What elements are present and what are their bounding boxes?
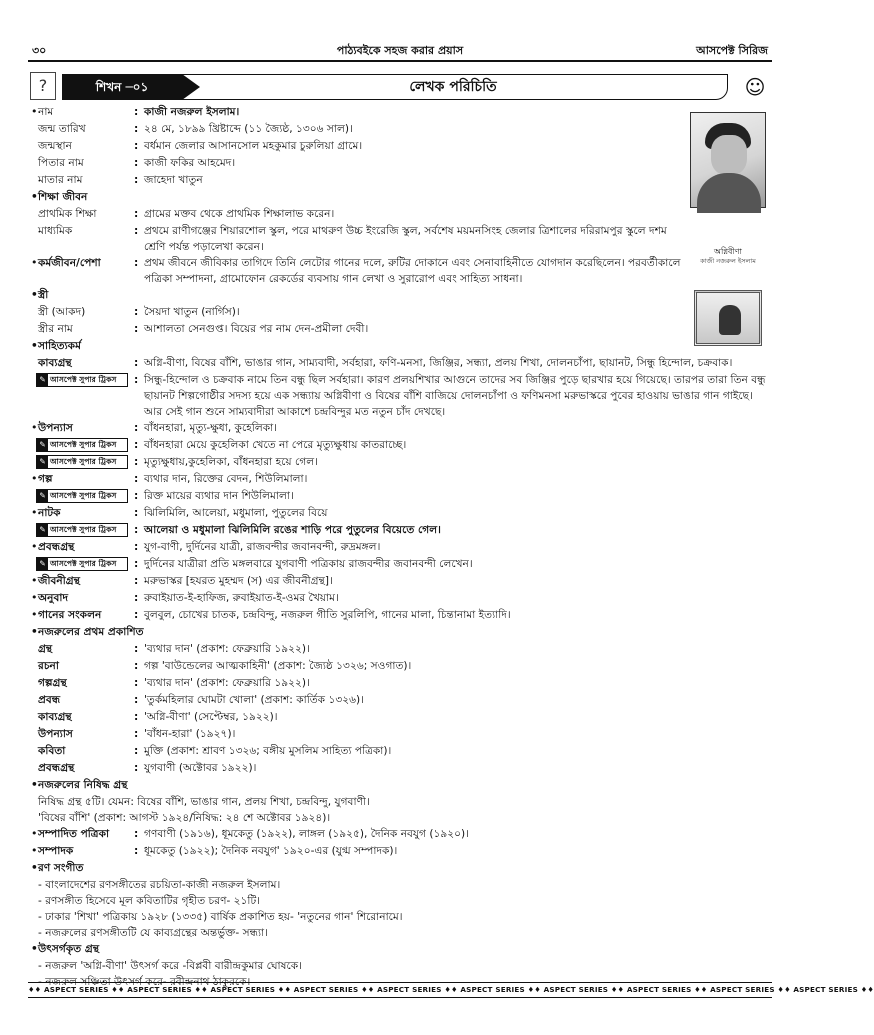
pub-row: কবিতা : মুক্তি (প্রকাশ: শ্রাবণ ১৩২৬; বঙ্গীয় মুসলিম সাহিত্য পত্রিকা)। xyxy=(28,743,772,760)
bio-value: জাহেদা খাতুন xyxy=(144,174,203,186)
pub-value: 'অগ্নি-বীণা' (সেপ্টেম্বর, ১৯২২)। xyxy=(144,711,278,723)
translation-value: রুবাইয়াত-ই-হাফিজ, রুবাইয়াত-ই-ওমর খৈয়াম। xyxy=(144,592,339,604)
journal-value: গণবাণী (১৯১৬), ধূমকেতু (১৯২২), লাঙ্গল (১৯২৫), দৈনিক নবযুগ (১৯২০)। xyxy=(144,828,469,840)
bio-label: নাম xyxy=(38,106,54,118)
novel-value: বাঁধনহারা, মৃত্যু-ক্ষুধা, কুহেলিকা। xyxy=(144,422,277,434)
bio-row: জন্ম তারিখ : ২৪ মে, ১৮৯৯ খ্রিষ্টাব্দে (১১ জ্যৈষ্ঠ, ১৩০৬ সাল)। xyxy=(28,121,772,138)
drama-trick: আলেয়া ও মধুমালা ঝিলিমিলি রঙের শাড়ি পরে পুতুলের বিয়েতে গেল। xyxy=(144,524,441,536)
story-value: ব্যথার দান, রিক্তের বেদন, শিউলিমালা। xyxy=(144,473,308,485)
section-banner xyxy=(28,72,772,104)
wife-label: স্ত্রীর নাম xyxy=(38,323,73,335)
career-row: • কর্মজীবন/পেশা : প্রথম জীবনে জীবিকার তাগিদে তিনি লেটোর গানের দলে, রুটির দোকানে এবং সেনাবাহিনীতে যোগদান করেছিলেন। পরবর্তীকালে পত্রিকা সম্পাদনা, গ্রামোফোন রেকর্ডের ব্যবসায় গান লেখা ও সুরারোপ এবং সাহিত্য সাধনা। xyxy=(31,256,681,285)
pub-label: প্রবন্ধগ্রন্থ xyxy=(38,762,75,774)
essay-label: প্রবন্ধগ্রন্থ xyxy=(38,541,75,553)
trick-row: ✎ আসপেক্ট সুপার ট্রিকস : রিক্ত মায়ের ব্যথার দান শিউলিমালা। xyxy=(28,488,772,505)
dedicated-title: উৎসর্গকৃত গ্রন্থ xyxy=(38,943,100,955)
pub-row: উপন্যাস : 'বাঁধন-হারা' (১৯২৭)। xyxy=(28,726,772,743)
trick-row: ✎ আসপেক্ট সুপার ট্রিকস : সিন্ধু-হিন্দোল ও চক্রবাক নামে তিন বন্ধু ছিল সর্বহারা। কারণ প্রলয়শিখার আগুনে তাদের সব জিঞ্জির পুড়ে ছারখার হয়ে গিয়েছে। তারপর তারা তিন বন্ধু ছায়ানট শিল্পগোষ্ঠীর সদস্য হয়ে এক সন্ধ্যায় অগ্নিবীণা ও বিষের বাঁশি বাজিয়ে দোলনচাঁপা ও ফণিমনসা মরুভাস্করে পুবের হাওয়ায় ভাঙার গান গাইছে। আর সেই গান শুনে সাম্যবাদীরা আকাশে চন্দ্রবিন্দুর মত নতুন চাঁদ দেখছে। xyxy=(28,372,772,420)
novel-trick: মৃত্যুক্ষুধায়,কুহেলিকা, বাঁধনহারা হয়ে গেল। xyxy=(144,456,318,468)
wife-value: সৈয়দা খাতুন (নার্গিস)। xyxy=(144,306,240,318)
bio-row: জন্মস্থান : বর্ধমান জেলার আসানসোল মহকুমার চুরুলিয়া গ্রামে। xyxy=(28,138,772,155)
literature-title: সাহিত্যকর্ম xyxy=(38,340,81,352)
section-heading: • সাহিত্যকর্ম xyxy=(31,340,81,352)
edu-label: মাধ্যমিক xyxy=(38,225,73,237)
edu-value: গ্রামের মক্তব থেকে প্রাথমিক শিক্ষালাভ করেন। xyxy=(144,208,335,220)
songs-value: বুলবুল, চোখের চাতক, চন্দ্রবিন্দু, নজরুল গীতি সুরলিপি, গানের মালা, চিন্তানামা ইত্যাদি। xyxy=(144,609,511,621)
bio-row: মাতার নাম : জাহেদা খাতুন xyxy=(28,172,772,189)
pub-row: কাব্যগ্রন্থ : 'অগ্নি-বীণা' (সেপ্টেম্বর, ১৯২২)। xyxy=(28,709,772,726)
banned-line: নিষিদ্ধ গ্রন্থ ৫টি। যেমন: বিষের বাঁশি, ভাঙার গান, প্রলয় শিখা, চন্দ্রবিন্দু, যুগবাণী। xyxy=(38,796,370,808)
songs-label: গানের সংকলন xyxy=(38,609,102,621)
header-rule xyxy=(28,60,772,62)
lit-row: কাব্যগ্রন্থ : অগ্নি-বীণা, বিষের বাঁশি, ভাঙার গান, সাম্যবাদী, সর্বহারা, ফণি-মনসা, জিঞ্জির, সন্ধ্যা, প্রলয় শিখা, দোলনচাঁপা, ছায়ানট, সিন্ধু হিন্দোল, চক্রবাক। xyxy=(28,355,772,372)
super-tricks-badge: ✎ আসপেক্ট সুপার ট্রিকস xyxy=(36,523,128,537)
dedicated-item: - নজরুল 'অগ্নি-বীণা' উৎসর্গ করে -বিপ্লবী বারীন্দ্রকুমার ঘোষকে। xyxy=(38,960,302,972)
wife-value: আশালতা সেনগুপ্ত। বিয়ের পর নাম দেন-প্রমীলা দেবী। xyxy=(144,323,369,335)
bio-label: জন্ম তারিখ xyxy=(38,123,86,135)
pub-label: কবিতা xyxy=(38,745,66,757)
bio-row: পিতার নাম : কাজী ফকির আহমেদ। xyxy=(28,155,772,172)
pub-value: 'বাঁধন-হারা' (১৯২৭)। xyxy=(144,728,236,740)
bio-value: কাজী নজরুল ইসলাম। xyxy=(144,106,240,118)
journal-row: • সম্পাদিত পত্রিকা : গণবাণী (১৯১৬), ধূমকেতু (১৯২২), লাঙ্গল (১৯২৫), দৈনিক নবযুগ (১৯২০)। xyxy=(28,826,772,843)
pub-label: গল্পগ্রন্থ xyxy=(38,677,67,689)
journal-label: সম্পাদক xyxy=(38,845,74,857)
story-trick: রিক্ত মায়ের ব্যথার দান শিউলিমালা। xyxy=(144,490,294,502)
dedicated-item: - নজরুল সঞ্চিতা উৎসর্গ করে- রবীন্দ্রনাথ ঠাকুরকে। xyxy=(38,976,251,988)
section-heading: • নজরুলের প্রথম প্রকাশিত xyxy=(31,626,144,638)
pub-value: মুক্তি (প্রকাশ: শ্রাবণ ১৩২৬; বঙ্গীয় মুসলিম সাহিত্য পত্রিকা)। xyxy=(144,745,392,757)
journal-row: • সম্পাদক : ধূমকেতু (১৯২২); দৈনিক নবযুগ' ১৯২০-এর (যুগ্ম সম্পাদক)। xyxy=(28,843,772,860)
student-sketch-icon: ☺ xyxy=(744,75,766,99)
section-heading: • শিক্ষা জীবন xyxy=(31,191,88,203)
banned-title: নজরুলের নিষিদ্ধ গ্রন্থ xyxy=(38,779,128,791)
section-heading: • স্ত্রী xyxy=(31,289,49,301)
main-content xyxy=(28,104,772,990)
book-caption-author: কাজী নজরুল ইসলাম xyxy=(700,257,756,265)
poetry-label: কাব্যগ্রন্থ xyxy=(38,357,72,369)
edu-value: প্রথমে রাণীগঞ্জের শিয়ারশোল স্কুল, পরে মাথরুণ উচ্চ ইংরেজি স্কুল, সর্বশেষ ময়মনসিংহ জেলার ত্রিশালের দরিরামপুর স্কুলে দশম শ্রেণি পর্যন্ত পড়ালেখা করেন। xyxy=(144,225,667,253)
book-caption-title: অগ্নিবীণা xyxy=(714,247,742,256)
essay-value: যুগ-বাণী, দুর্দিনের যাত্রী, রাজবন্দীর জবানবন্দী, রুদ্রমঙ্গল। xyxy=(144,541,381,553)
wife-row: স্ত্রী (আকদ) : সৈয়দা খাতুন (নার্গিস)। xyxy=(28,304,772,321)
super-tricks-badge: ✎ আসপেক্ট সুপার ট্রিকস xyxy=(36,489,128,503)
bullet-icon: • xyxy=(31,105,38,118)
essay-trick: দুর্দিনের যাত্রীরা প্রতি মঙ্গলবারে যুগবাণী পত্রিকায় রাজবন্দীর জবানবন্দী লেখেন। xyxy=(144,558,473,570)
career-value: প্রথম জীবনে জীবিকার তাগিদে তিনি লেটোর গানের দলে, রুটির দোকানে এবং সেনাবাহিনীতে যোগদান করেছিলেন। পরবর্তীকালে পত্রিকা সম্পাদনা, গ্রামোফোন রেকর্ডের ব্যবসায় গান লেখা ও সুরারোপ এবং সাহিত্য সাধনা। xyxy=(144,257,681,285)
banned-line: 'বিষের বাঁশি' (প্রকাশ: আগস্ট ১৯২৪/নিষিদ্ধ: ২৪ শে অক্টোবর ১৯২৪)। xyxy=(38,812,331,824)
header-center-title: পাঠ্যবইকে সহজ করার প্রয়াস xyxy=(336,44,464,57)
journal-label: সম্পাদিত পত্রিকা xyxy=(38,828,110,840)
bio-value: বর্ধমান জেলার আসানসোল মহকুমার চুরুলিয়া গ্রামে। xyxy=(144,140,363,152)
pub-value: 'ব্যথার দান' (প্রকাশ: ফেব্রুয়ারি ১৯২২)। xyxy=(144,677,310,689)
edu-row: মাধ্যমিক : প্রথমে রাণীগঞ্জের শিয়ারশোল স্কুল, পরে মাথরুণ উচ্চ ইংরেজি স্কুল, সর্বশেষ ময়মনসিংহ জেলার ত্রিশালের দরিরামপুর স্কুলে দশম শ্রেণি পর্যন্ত পড়ালেখা করেন। xyxy=(28,223,772,255)
war-song-item: - বাংলাদেশের রণসঙ্গীতের রচয়িতা-কাজী নজরুল ইসলাম। xyxy=(38,879,281,891)
pub-row: গল্পগ্রন্থ : 'ব্যথার দান' (প্রকাশ: ফেব্রুয়ারি ১৯২২)। xyxy=(28,675,772,692)
series-name: আসপেক্ট সিরিজ xyxy=(696,44,768,57)
pub-value: গল্প 'বাউন্ডেলের আত্মকাহিনী' (প্রকাশ: জ্যৈষ্ঠ ১৩২৬; সওগাত)। xyxy=(144,660,412,672)
pub-label: প্রবন্ধ xyxy=(38,694,61,706)
super-tricks-badge: ✎ আসপেক্ট সুপার ট্রিকস xyxy=(36,455,128,469)
story-label: গল্প xyxy=(38,473,53,485)
section-heading: • উৎসর্গকৃত গ্রন্থ xyxy=(31,943,100,955)
bio-value: কাজী ফকির আহমেদ। xyxy=(144,157,236,169)
trick-row: ✎ আসপেক্ট সুপার ট্রিকস : বাঁধনহারা মেয়ে কুহেলিকা খেতে না পেরে মৃত্যুক্ষুধায় কাতরাচ্ছে। xyxy=(28,437,772,454)
section-heading: • রণ সংগীত xyxy=(31,862,84,874)
page-number: ৩০ xyxy=(32,44,47,57)
section-title: লেখক পরিচিতি xyxy=(178,74,728,100)
lit-row: • নাটক : ঝিলিমিলি, আলেয়া, মধুমালা, পুতুলের বিয়ে xyxy=(28,505,772,522)
bio-value: ২৪ মে, ১৮৯৯ খ্রিষ্টাব্দে (১১ জ্যৈষ্ঠ, ১৩০৬ সাল)। xyxy=(144,123,353,135)
pub-label: কাব্যগ্রন্থ xyxy=(38,711,72,723)
war-song-item: - রণসঙ্গীত হিসেবে মূল কবিতাটির গৃহীত চরণ- ২১টি। xyxy=(38,895,261,907)
pub-row: প্রবন্ধগ্রন্থ : যুগবাণী (অক্টোবর ১৯২২)। xyxy=(28,760,772,777)
pub-label: রচনা xyxy=(38,660,59,672)
bio-row: • নাম : কাজী নজরুল ইসলাম। xyxy=(28,104,772,121)
trick-row: ✎ আসপেক্ট সুপার ট্রিকস : আলেয়া ও মধুমালা ঝিলিমিলি রঙের শাড়ি পরে পুতুলের বিয়েতে গেল। xyxy=(28,522,772,539)
bio-label: মাতার নাম xyxy=(38,174,83,186)
pub-row: প্রবন্ধ : 'তুর্কমহিলার ঘোমটা খোলা' (প্রকাশ: কার্তিক ১৩২৬)। xyxy=(28,692,772,709)
lit-row: • প্রবন্ধগ্রন্থ : যুগ-বাণী, দুর্দিনের যাত্রী, রাজবন্দীর জবানবন্দী, রুদ্রমঙ্গল। xyxy=(28,539,772,556)
edu-label: প্রাথমিক শিক্ষা xyxy=(38,208,97,220)
biography-value: মরুভাস্কর [হযরত মুহম্মদ (স) এর জীবনীগ্রন্থ]। xyxy=(144,575,333,587)
novel-trick: বাঁধনহারা মেয়ে কুহেলিকা খেতে না পেরে মৃত্যুক্ষুধায় কাতরাচ্ছে। xyxy=(144,439,407,451)
journal-value: ধূমকেতু (১৯২২); দৈনিক নবযুগ' ১৯২০-এর (যুগ্ম সম্পাদক)। xyxy=(144,845,398,857)
translation-label: অনুবাদ xyxy=(38,592,69,604)
lit-row: • গল্প : ব্যথার দান, রিক্তের বেদন, শিউলিমালা। xyxy=(28,471,772,488)
footer-series-strip: ♦♦ ASPECT SERIES ♦♦ ASPECT SERIES ♦♦ ASPECT SERIES ♦♦ ASPECT SERIES ♦♦ ASPECT SERIES ♦♦ ASPECT SERIES ♦♦ ASPECT SERIES ♦♦ ASPECT SERIES ♦♦ ASPECT SERIES ♦♦ ASPECT SERIES ♦♦ xyxy=(28,982,772,998)
pub-label: গ্রন্থ xyxy=(38,643,53,655)
poetry-trick: সিন্ধু-হিন্দোল ও চক্রবাক নামে তিন বন্ধু ছিল সর্বহারা। কারণ প্রলয়শিখার আগুনে তাদের সব জিঞ্জির পুড়ে ছারখার হয়ে গিয়েছে। তারপর তারা তিন বন্ধু ছায়ানট শিল্পগোষ্ঠীর সদস্য হয়ে এক সন্ধ্যায় অগ্নিবীণা ও বিষের বাঁশি বাজিয়ে দোলনচাঁপা ও ফণিমনসা মরুভাস্করে পুবের হাওয়ায় ভাঙার গান গাইছে। আর সেই গান শুনে সাম্যবাদীরা আকাশে চন্দ্রবিন্দুর মত নতুন চাঁদ দেখছে। xyxy=(144,374,766,418)
wife-row: স্ত্রীর নাম : আশালতা সেনগুপ্ত। বিয়ের পর নাম দেন-প্রমীলা দেবী। xyxy=(28,321,772,338)
drama-label: নাটক xyxy=(38,507,61,519)
lit-row: • অনুবাদ : রুবাইয়াত-ই-হাফিজ, রুবাইয়াত-ই-ওমর খৈয়াম। xyxy=(28,590,772,607)
education-title: শিক্ষা জীবন xyxy=(38,191,88,203)
lit-row: • উপন্যাস : বাঁধনহারা, মৃত্যু-ক্ষুধা, কুহেলিকা। xyxy=(28,420,772,437)
pub-value: 'তুর্কমহিলার ঘোমটা খোলা' (প্রকাশ: কার্তিক ১৩২৬)। xyxy=(144,694,364,706)
super-tricks-badge: ✎ আসপেক্ট সুপার ট্রিকস xyxy=(36,373,128,387)
poetry-value: অগ্নি-বীণা, বিষের বাঁশি, ভাঙার গান, সাম্যবাদী, সর্বহারা, ফণি-মনসা, জিঞ্জির, সন্ধ্যা, প্রলয় শিখা, দোলনচাঁপা, ছায়ানট, সিন্ধু হিন্দোল, চক্রবাক। xyxy=(144,357,733,369)
career-label: কর্মজীবন/পেশা xyxy=(38,257,101,269)
section-heading: • নজরুলের নিষিদ্ধ গ্রন্থ xyxy=(31,779,128,791)
edu-row: প্রাথমিক শিক্ষা : গ্রামের মক্তব থেকে প্রাথমিক শিক্ষালাভ করেন। xyxy=(28,206,772,223)
page-header xyxy=(28,40,772,60)
pub-label: উপন্যাস xyxy=(38,728,73,740)
lit-row: • জীবনীগ্রন্থ : মরুভাস্কর [হযরত মুহম্মদ (স) এর জীবনীগ্রন্থ]। xyxy=(28,573,772,590)
pub-value: 'ব্যথার দান' (প্রকাশ: ফেব্রুয়ারি ১৯২২)। xyxy=(144,643,310,655)
war-song-item: - ঢাকার 'শিখা' পত্রিকায় ১৯২৮ (১৩৩৫) বার্ষিক প্রকাশিত হয়- 'নতুনের গান' শিরোনামে। xyxy=(38,911,403,923)
bio-label: জন্মস্থান xyxy=(38,140,72,152)
wife-title: স্ত্রী xyxy=(38,289,49,301)
wife-label: স্ত্রী (আকদ) xyxy=(38,306,86,318)
war-song-item: - নজরুলের রণসঙ্গীতটি যে কাব্যগ্রন্থের অন্তর্ভুক্ত- সন্ধ্যা। xyxy=(38,927,268,939)
novel-label: উপন্যাস xyxy=(38,422,73,434)
lit-row: • গানের সংকলন : বুলবুল, চোখের চাতক, চন্দ্রবিন্দু, নজরুল গীতি সুরলিপি, গানের মালা, চিন্তানামা ইত্যাদি। xyxy=(28,607,772,624)
super-tricks-badge: ✎ আসপেক্ট সুপার ট্রিকস xyxy=(36,438,128,452)
pub-row: গ্রন্থ : 'ব্যথার দান' (প্রকাশ: ফেব্রুয়ারি ১৯২২)। xyxy=(28,641,772,658)
super-tricks-badge: ✎ আসপেক্ট সুপার ট্রিকস xyxy=(36,557,128,571)
drama-value: ঝিলিমিলি, আলেয়া, মধুমালা, পুতুলের বিয়ে xyxy=(144,507,328,519)
trick-row: ✎ আসপেক্ট সুপার ট্রিকস : দুর্দিনের যাত্রীরা প্রতি মঙ্গলবারে যুগবাণী পত্রিকায় রাজবন্দীর জবানবন্দী লেখেন। xyxy=(28,556,772,573)
lesson-tag: শিখন ─০১ xyxy=(62,74,182,100)
war-song-title: রণ সংগীত xyxy=(38,862,84,874)
question-icon: ? xyxy=(30,72,56,100)
pub-row: রচনা : গল্প 'বাউন্ডেলের আত্মকাহিনী' (প্রকাশ: জ্যৈষ্ঠ ১৩২৬; সওগাত)। xyxy=(28,658,772,675)
bio-label: পিতার নাম xyxy=(38,157,84,169)
pub-value: যুগবাণী (অক্টোবর ১৯২২)। xyxy=(144,762,257,774)
first-pub-title: নজরুলের প্রথম প্রকাশিত xyxy=(38,626,144,638)
biography-label: জীবনীগ্রন্থ xyxy=(38,575,80,587)
trick-row: ✎ আসপেক্ট সুপার ট্রিকস : মৃত্যুক্ষুধায়,কুহেলিকা, বাঁধনহারা হয়ে গেল। xyxy=(28,454,772,471)
